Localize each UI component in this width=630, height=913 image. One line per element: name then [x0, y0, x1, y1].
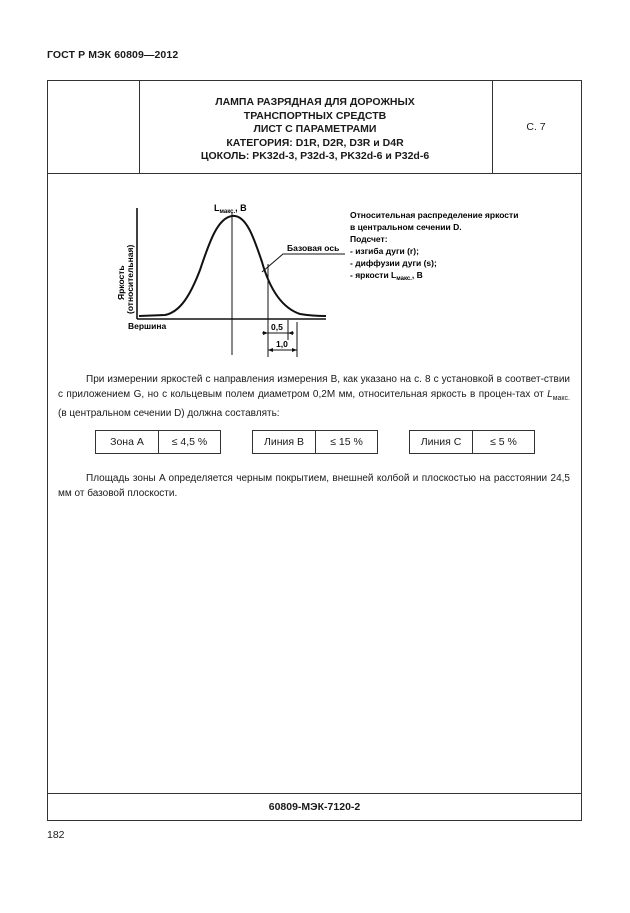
title-line-5: ЦОКОЛЬ: PK32d-3, P32d-3, PK32d-6 и P32d-6 [200, 150, 430, 162]
line-c-box [409, 430, 535, 454]
title-line-2: ТРАНСПОРТНЫХ СРЕДСТВ [243, 109, 387, 122]
dim-arrow-2 [288, 331, 293, 335]
line-c-value: ≤ 5 % [490, 436, 517, 448]
dimension-0-5: 0,5 [271, 322, 283, 332]
measurement-paragraph [58, 372, 570, 421]
line-b-box [252, 430, 378, 454]
line-b-value: ≤ 15 % [330, 436, 363, 448]
legend-line-5: - диффузии дуги (s); [350, 258, 437, 268]
legend-line-4: - изгиба дуги (r); [350, 246, 419, 256]
title-line-1: ЛАМПА РАЗРЯДНАЯ ДЛЯ ДОРОЖНЫХ [215, 96, 415, 108]
figure-legend [350, 210, 518, 282]
reference-axis-leader [262, 254, 345, 272]
p1-text-b: (в центральном сечении D) должна составлять: [58, 408, 280, 419]
line-b-label: Линия B [253, 431, 316, 453]
zone-a-label: Зона A [96, 431, 159, 453]
lmax-label: $L_{макс.}$, B [214, 203, 247, 215]
legend-line-2: в центральном сечении D. [350, 222, 462, 232]
title-line-3: ЛИСТ С ПАРАМЕТРАМИ [253, 123, 377, 135]
zone-a-box [95, 430, 221, 454]
title-line-4: КАТЕГОРИЯ: D1R, D2R, D3R и D4R [226, 136, 404, 149]
dim-arrow-1 [263, 331, 268, 335]
line-c-label: Линия C [410, 431, 473, 453]
dimension-1-0: 1,0 [276, 339, 288, 349]
page-number: 182 [47, 829, 65, 841]
y-axis-label-sub: (относительная) [125, 244, 135, 314]
p1-lmax: L [547, 389, 553, 400]
p1-text-a: При измерении яркостей с направления измерения B, как указано на с. 8 с установкой в соответ-ствии с приложением G, но с кольцевым полем диаметром 0,2M мм, относительная яркость в процен-тах от [58, 374, 570, 400]
standard-header: ГОСТ Р МЭК 60809—2012 [47, 49, 179, 61]
p1-lmax-sub: макс. [552, 395, 570, 402]
y-axis-label: Яркость [116, 265, 126, 300]
legend-line-1: Относительная распределение яркости [350, 210, 519, 220]
x-axis-label: Вершина [128, 321, 167, 331]
page-reference: С. 7 [526, 121, 546, 133]
zone-a-value: ≤ 4,5 % [171, 436, 208, 448]
dim-arrow-3 [268, 348, 273, 352]
legend-line-3: Подсчет: [350, 234, 388, 244]
document-code: 60809-МЭК-7120-2 [268, 801, 361, 813]
legend-line-6: - яркости $L_{макс.}$, B [350, 270, 423, 282]
dim-arrow-4 [292, 348, 297, 352]
zone-definition-paragraph: Площадь зоны A определяется черным покрытием, внешней колбой и плоскостью на расстоянии 24,5 мм от базовой плоскости. [58, 473, 570, 499]
reference-axis-label: Базовая ось [287, 243, 340, 253]
